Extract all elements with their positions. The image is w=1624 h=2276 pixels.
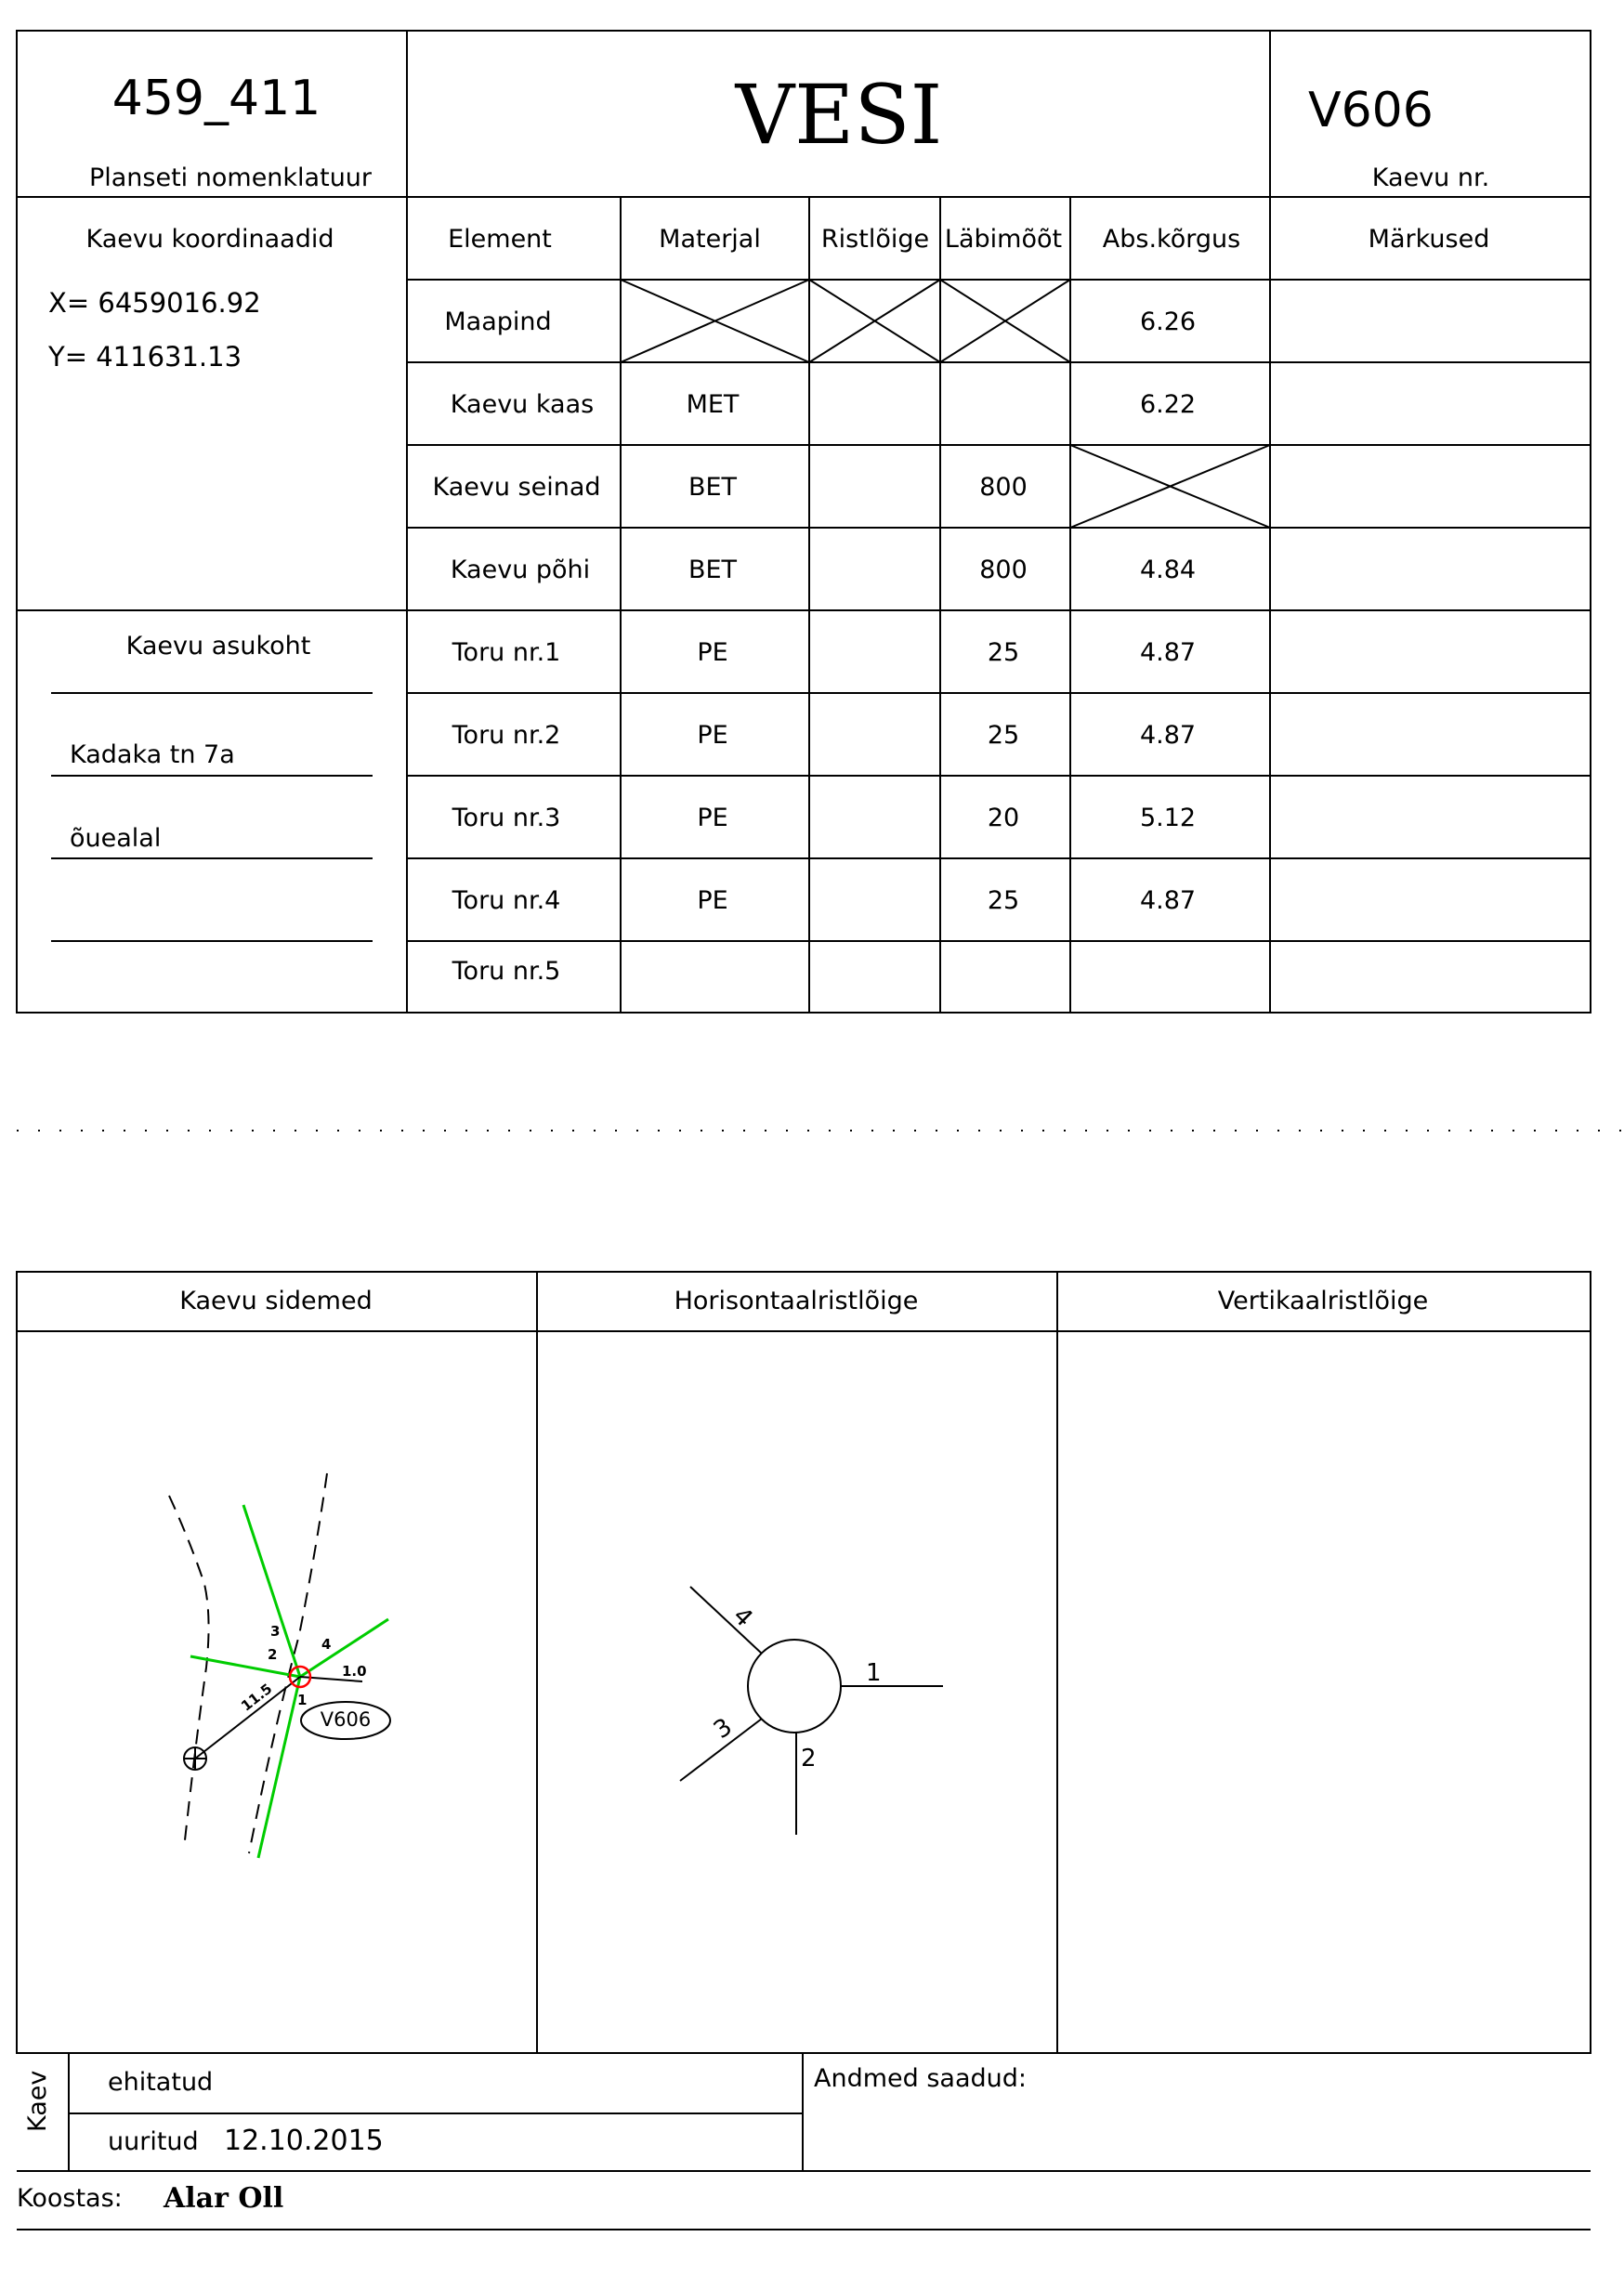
row-element: Toru nr.2 [452,721,561,750]
footer-built: ehitatud [108,2068,214,2097]
column-header-cross-section: Ristlõige [820,225,930,254]
row-diameter: 800 [979,556,1028,584]
section-label-pipe4: 4 [727,1602,758,1633]
row-element: Toru nr.3 [452,804,561,832]
row-element: Toru nr.1 [452,638,561,667]
column-header-diameter: Läbimõõt [944,225,1063,254]
footer-surveyed-date: 12.10.2015 [224,2125,384,2157]
sheet-label: Planseti nomenklatuur [88,164,373,192]
panel-title-links: Kaevu sidemed [179,1287,373,1315]
row-element: Toru nr.4 [452,886,561,915]
row-abs-height: 4.84 [1139,556,1197,584]
well-id: V606 [1308,83,1434,138]
coordinate-x: X= 6459016.92 [48,287,261,319]
section-label-pipe1: 1 [866,1659,882,1687]
column-header-notes: Märkused [1368,225,1490,254]
row-material: PE [697,804,728,832]
page-title: VESI [735,67,943,163]
row-element: Maapind [444,307,552,336]
column-header-element: Element [448,225,552,254]
well-id-label: Kaevu nr. [1371,164,1490,192]
column-header-abs-height: Abs.kõrgus [1102,225,1241,254]
footer-surveyed-label: uuritud [108,2127,199,2156]
row-element: Kaevu seinad [432,473,601,502]
row-material: PE [697,721,728,750]
horizontal-section [680,1587,943,1835]
footer-author-label: Koostas: [17,2184,123,2213]
sketch-label-pipe2: 2 [268,1646,278,1663]
footer-author: Alar Oll [164,2182,284,2215]
row-abs-height: 5.12 [1139,804,1197,832]
location-line-2: Kadaka tn 7a [70,740,235,769]
row-diameter: 20 [987,804,1020,832]
footer-data-received: Andmed saadud: [814,2064,1027,2093]
panel-title-horizontal: Horisontaalristlõige [674,1287,919,1315]
footer-side-label: Kaev [23,2070,52,2132]
panel-title-vertical: Vertikaalristlõige [1217,1287,1429,1315]
row-element: Toru nr.5 [452,957,561,986]
row-abs-height: 4.87 [1139,638,1197,667]
row-material: BET [688,556,738,584]
row-diameter: 25 [987,638,1020,667]
section-label-pipe3: 3 [708,1712,738,1746]
row-material: PE [697,638,728,667]
row-diameter: 25 [987,886,1020,915]
coordinates-heading: Kaevu koordinaadid [85,225,334,254]
sketch-well-tag: V606 [320,1708,372,1731]
row-abs-height: 6.26 [1139,307,1197,336]
row-abs-height: 6.22 [1139,390,1197,419]
boundary-dashed-left [169,1496,209,1849]
section-label-pipe2: 2 [801,1745,817,1772]
column-header-material: Materjal [659,225,761,254]
row-element: Kaevu kaas [450,390,595,419]
sheet-number: 459_411 [111,71,321,126]
sketch-label-pipe3: 3 [270,1623,281,1640]
pipe-4 [690,1587,762,1654]
sketch-label-distance-ref: 11.5 [238,1680,276,1715]
row-material: BET [688,473,738,502]
sketch-label-pipe4: 4 [321,1636,332,1653]
row-diameter: 800 [979,473,1028,502]
sketch-label-pipe1: 1 [297,1692,308,1708]
location-line-3: õuealal [70,824,162,853]
sketch-label-distance: 1.0 [342,1663,367,1680]
row-material: PE [697,886,728,915]
row-diameter: 25 [987,721,1020,750]
boundary-dashed-right [249,1473,327,1853]
location-heading: Kaevu asukoht [125,632,311,661]
row-element: Kaevu põhi [450,556,591,584]
coordinate-y: Y= 411631.13 [48,341,242,373]
row-material: MET [686,390,740,419]
row-abs-height: 4.87 [1139,886,1197,915]
row-abs-height: 4.87 [1139,721,1197,750]
